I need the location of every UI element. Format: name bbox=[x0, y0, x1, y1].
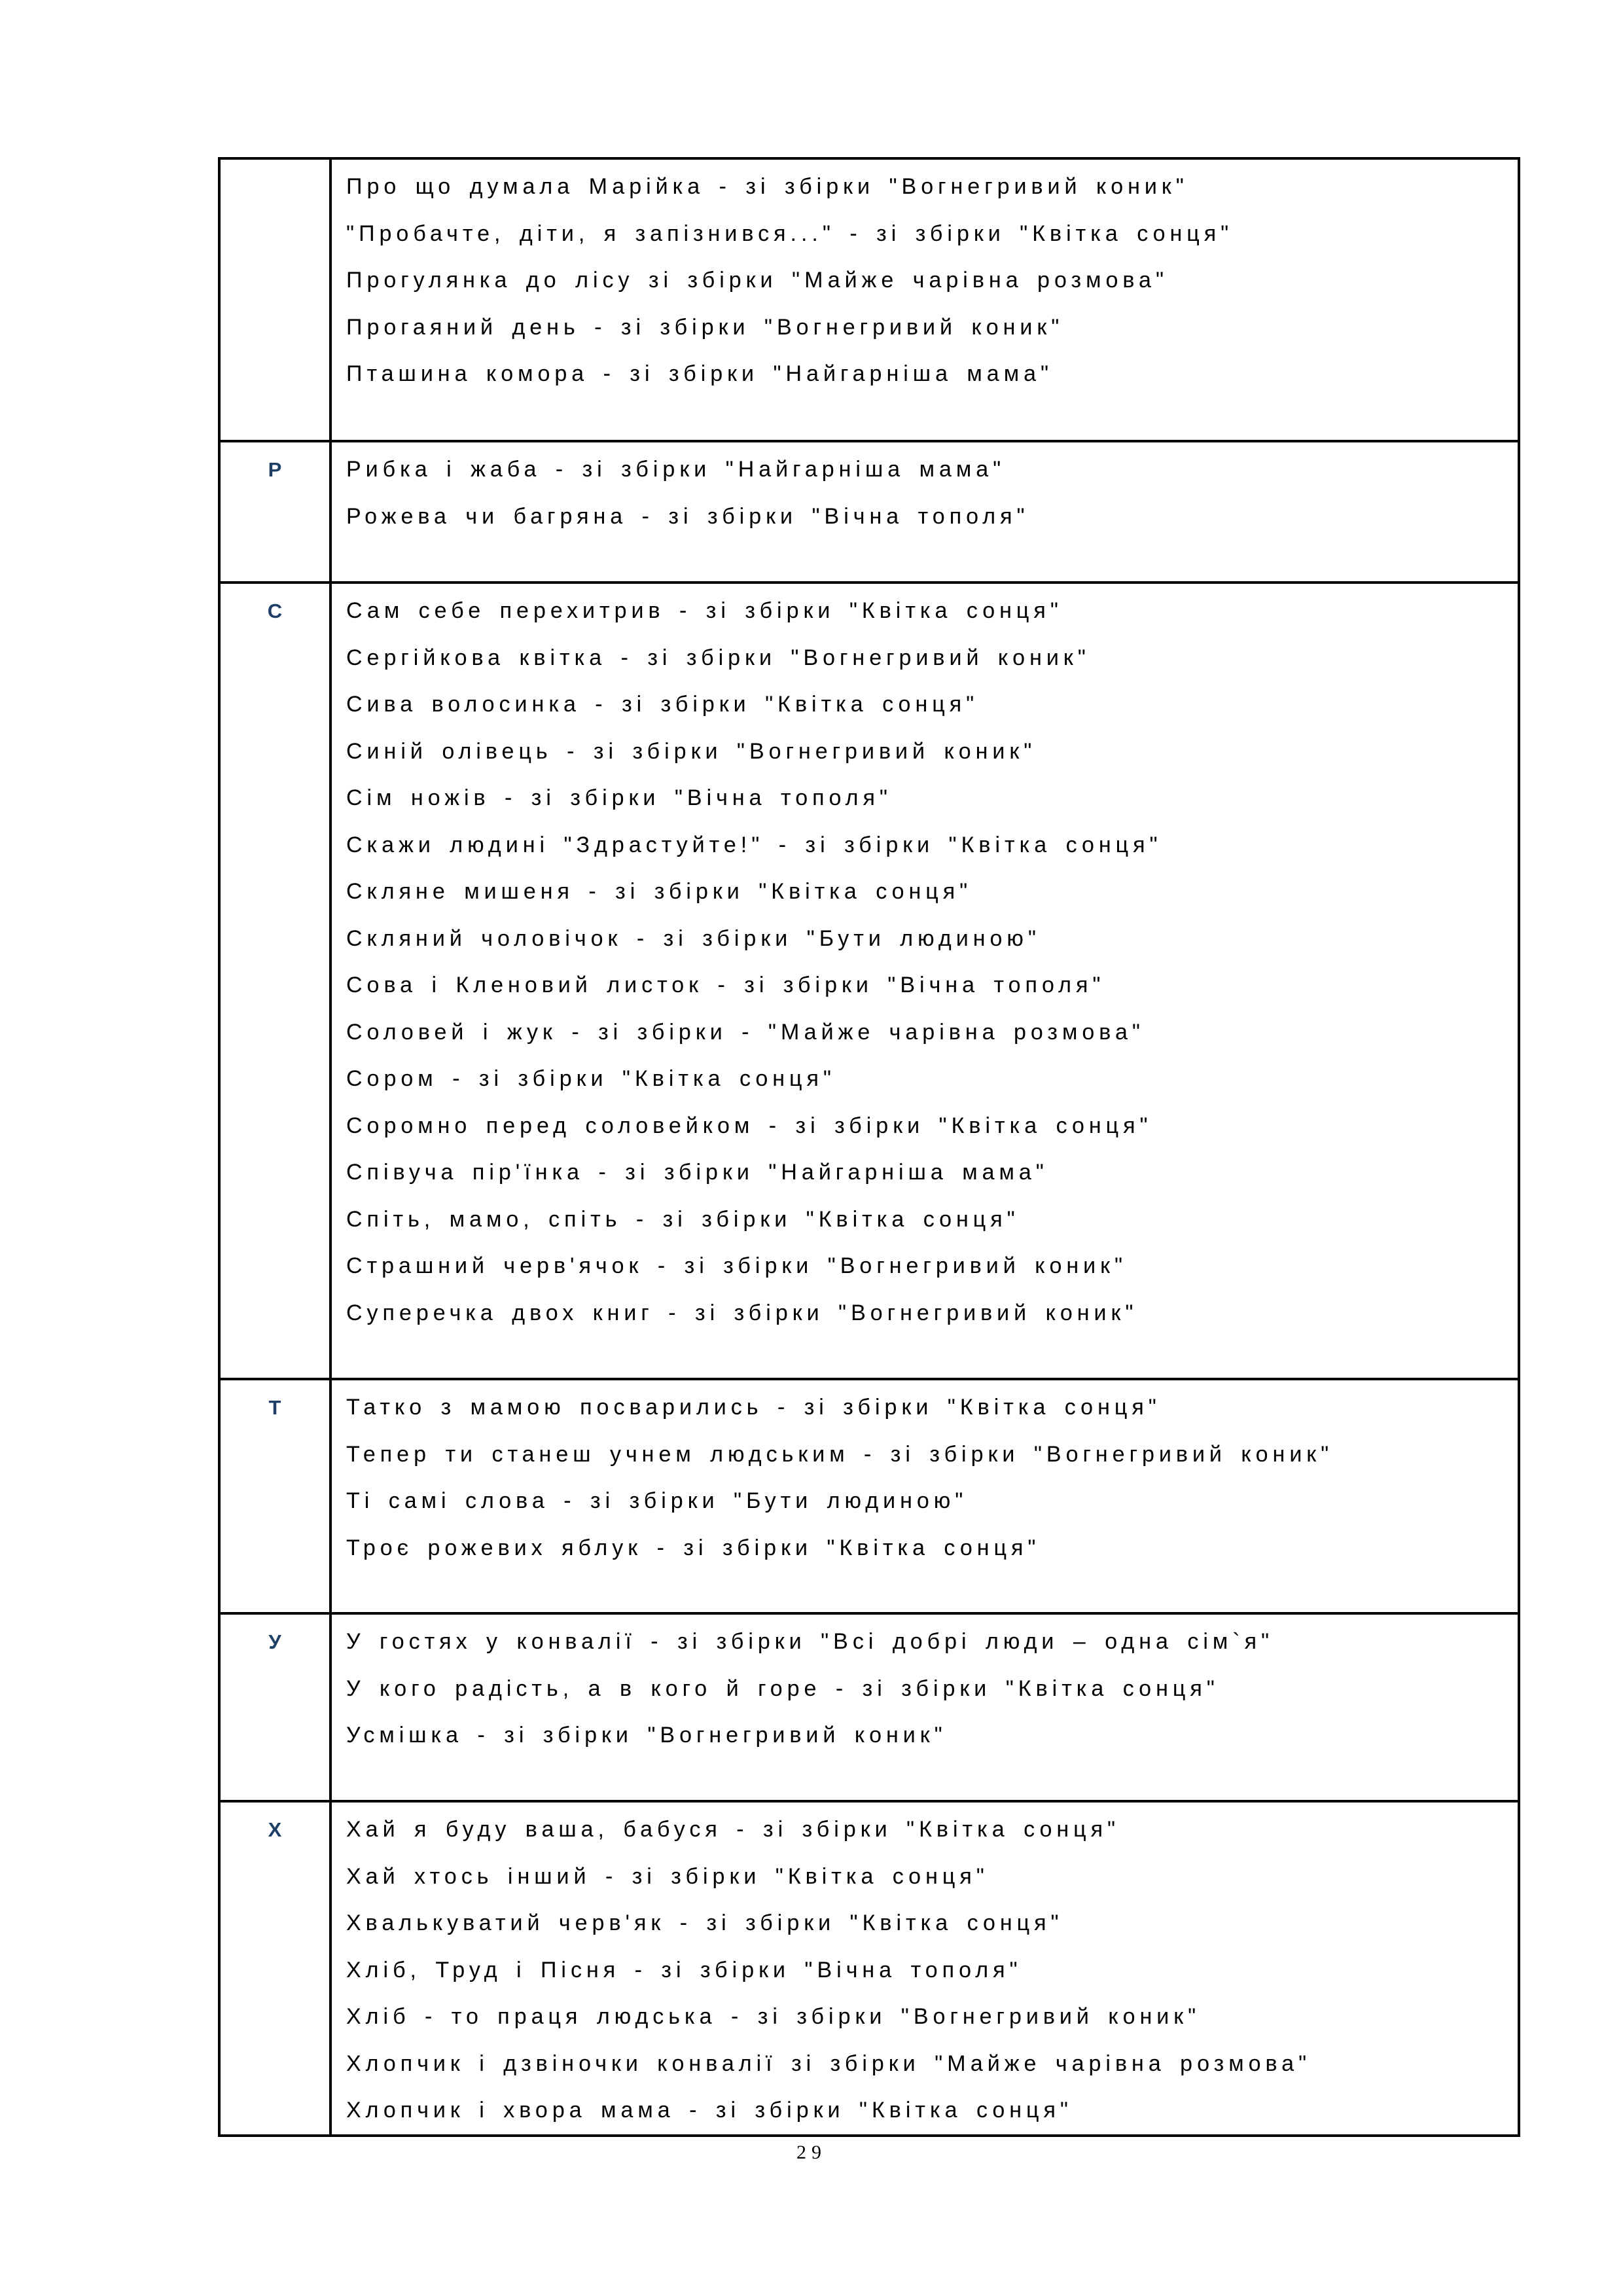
section-entries-cell bbox=[330, 583, 1519, 1379]
list-item: Хлопчик і хвора мама - зі збірки "Квітка сонця" bbox=[346, 2098, 1073, 2123]
section-letter-cell bbox=[219, 441, 330, 583]
list-item: Співуча пір'їнка - зі збірки "Найгарніша мама" bbox=[346, 1160, 1048, 1185]
index-section-t bbox=[219, 1379, 1519, 1613]
list-item: У кого радість, а в кого й горе - зі збірки "Квітка сонця" bbox=[346, 1676, 1219, 1701]
list-item: Рожева чи багряна - зі збірки "Вічна тополя" bbox=[346, 503, 1029, 529]
entry-list bbox=[346, 1619, 1518, 1759]
list-item: Спіть, мамо, спіть - зі збірки "Квітка сонця" bbox=[346, 1206, 1020, 1232]
list-item: Хліб, Труд і Пісня - зі збірки "Вічна тополя" bbox=[346, 1957, 1022, 1982]
list-item: У гостях у конвалії - зі збірки "Всі добрі люди – одна сім`я" bbox=[346, 1629, 1274, 1654]
list-item: Усмішка - зі збірки "Вогнегривий коник" bbox=[346, 1723, 947, 1748]
list-item: Хай хтось інший - зі збірки "Квітка сонця" bbox=[346, 1863, 989, 1889]
list-item: Про що думала Марійка - зі збірки "Вогнегривий коник" bbox=[346, 174, 1188, 199]
list-item: Синій олівець - зі збірки "Вогнегривий коник" bbox=[346, 738, 1037, 764]
list-item: Сова і Кленовий листок - зі збірки "Вічна тополя" bbox=[346, 973, 1105, 997]
index-section-p-continued bbox=[219, 158, 1519, 441]
entry-list bbox=[346, 446, 1518, 540]
list-item: Прогулянка до лісу зі збірки "Майже чарівна розмова" bbox=[346, 268, 1169, 293]
list-item: Сива волосинка - зі збірки "Квітка сонця" bbox=[346, 692, 979, 717]
alphabetical-index-table bbox=[218, 157, 1520, 2137]
list-item: Татко з мамою посварились - зі збірки "Квітка сонця" bbox=[346, 1395, 1161, 1420]
section-letter-cell bbox=[219, 1613, 330, 1801]
entry-list bbox=[346, 164, 1518, 398]
list-item: Прогаяний день - зі збірки "Вогнегривий коник" bbox=[346, 314, 1064, 340]
section-letter: С bbox=[267, 600, 283, 622]
index-section-kh bbox=[219, 1801, 1519, 2136]
section-letter-cell bbox=[219, 1801, 330, 2136]
list-item: Хлопчик і дзвіночки конвалії зі збірки "Майже чарівна розмова" bbox=[346, 2051, 1311, 2076]
entry-list bbox=[346, 588, 1518, 1336]
list-item: Скажи людині "Здрастуйте!" - зі збірки "Квітка сонця" bbox=[346, 832, 1162, 857]
list-item: Хвалькуватий черв'як - зі збірки "Квітка сонця" bbox=[346, 1910, 1063, 1935]
list-item: Страшний черв'ячок - зі збірки "Вогнегривий коник" bbox=[346, 1253, 1128, 1278]
section-letter: Т bbox=[268, 1396, 281, 1419]
section-letter-cell bbox=[219, 1379, 330, 1613]
list-item: Сором - зі збірки "Квітка сонця" bbox=[346, 1066, 836, 1091]
list-item: Соромно перед соловейком - зі збірки "Квітка сонця" bbox=[346, 1113, 1152, 1138]
index-section-s bbox=[219, 583, 1519, 1379]
list-item: Рибка і жаба - зі збірки "Найгарніша мама" bbox=[346, 457, 1006, 482]
page-number: 29 bbox=[796, 2142, 827, 2163]
section-entries-cell bbox=[330, 441, 1519, 583]
section-entries-cell bbox=[330, 158, 1519, 441]
section-entries-cell bbox=[330, 1801, 1519, 2136]
list-item: Пташина комора - зі збірки "Найгарніша мама" bbox=[346, 361, 1054, 386]
list-item: Скляний чоловічок - зі збірки "Бути людиною" bbox=[346, 925, 1041, 951]
list-item: Суперечка двох книг - зі збірки "Вогнегривий коник" bbox=[346, 1300, 1138, 1325]
list-item: Сам себе перехитрив - зі збірки "Квітка сонця" bbox=[346, 598, 1063, 623]
index-section-r bbox=[219, 441, 1519, 583]
list-item: Сім ножів - зі збірки "Вічна тополя" bbox=[346, 785, 892, 810]
entry-list bbox=[346, 1806, 1518, 2134]
section-letter-cell bbox=[219, 583, 330, 1379]
section-entries-cell bbox=[330, 1379, 1519, 1613]
list-item: Соловей і жук - зі збірки - "Майже чарівна розмова" bbox=[346, 1019, 1145, 1045]
list-item: Троє рожевих яблук - зі збірки "Квітка сонця" bbox=[346, 1535, 1041, 1560]
section-letter: Х bbox=[268, 1818, 282, 1841]
list-item: "Пробачте, діти, я запізнився..." - зі збірки "Квітка сонця" bbox=[346, 221, 1234, 246]
list-item: Ті самі слова - зі збірки "Бути людиною" bbox=[346, 1488, 968, 1513]
list-item: Скляне мишеня - зі збірки "Квітка сонця" bbox=[346, 879, 972, 904]
section-letter: Р bbox=[268, 458, 282, 481]
list-item: Тепер ти станеш учнем людським - зі збірки "Вогнегривий коник" bbox=[346, 1441, 1334, 1467]
list-item: Сергійкова квітка - зі збірки "Вогнегривий коник" bbox=[346, 645, 1090, 670]
index-section-u bbox=[219, 1613, 1519, 1801]
section-letter-cell bbox=[219, 158, 330, 441]
section-letter: У bbox=[268, 1630, 281, 1653]
list-item: Хліб - то праця людська - зі збірки "Вогнегривий коник" bbox=[346, 2004, 1201, 2029]
entry-list bbox=[346, 1384, 1518, 1571]
section-entries-cell bbox=[330, 1613, 1519, 1801]
list-item: Хай я буду ваша, бабуся - зі збірки "Квітка сонця" bbox=[346, 1817, 1120, 1842]
